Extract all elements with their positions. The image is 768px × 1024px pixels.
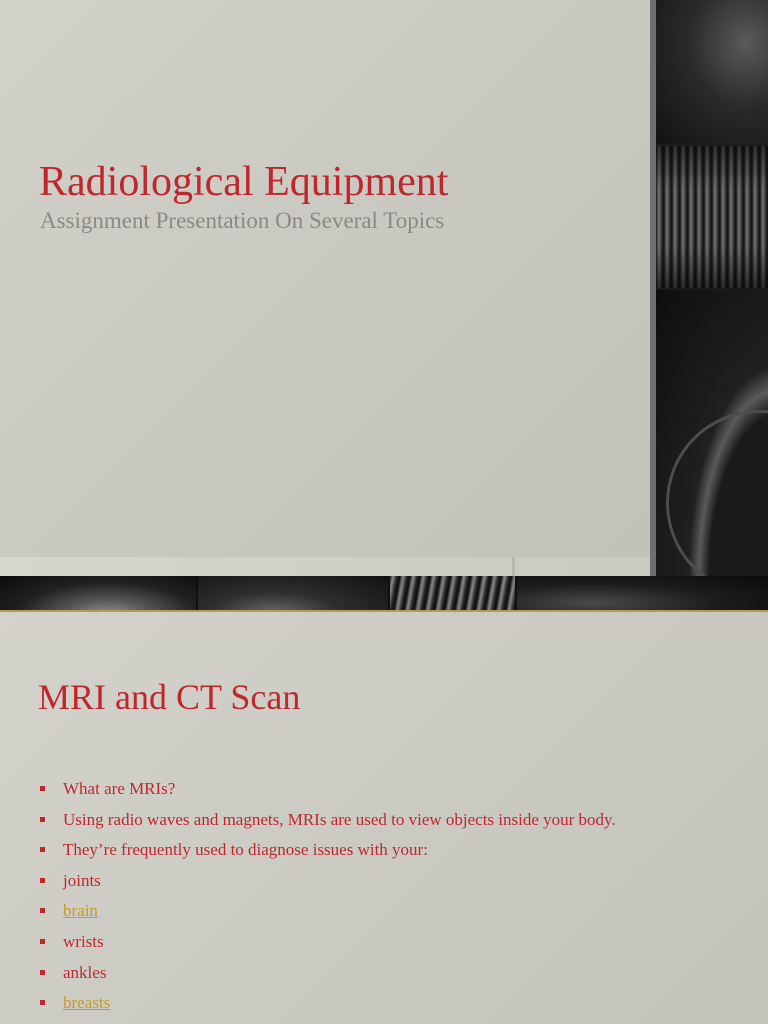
decorative-photo-wheel [656,290,768,576]
bullet-square-icon [40,786,45,791]
bullet-text: wrists [63,931,104,951]
slide1-background [0,0,650,557]
decorative-photo-curve [517,576,768,610]
bullet-item [0,866,616,897]
bullet-item [0,774,616,805]
slide1-bottom-strip [0,557,650,576]
decorative-photo-top [656,0,768,144]
bullet-square-icon [40,970,45,975]
bullet-square-icon [40,878,45,883]
bullet-square-icon [40,817,45,822]
bullet-item [0,896,616,927]
bullet-link[interactable]: brain [63,901,98,921]
strip-divider [512,557,515,576]
bullet-list [0,774,616,1019]
bullet-text: joints [63,870,101,890]
slide-mri-ct [0,612,768,1024]
slide-heading: MRI and CT Scan [38,677,301,717]
decorative-photo-rim [0,576,196,610]
bullet-item [0,927,616,958]
bullet-square-icon [40,847,45,852]
bullet-text: Using radio waves and magnets, MRIs are used to view objects inside your body. [63,809,616,829]
bullet-text: What are MRIs? [63,779,176,798]
decorative-photo-band [0,576,768,610]
bullet-text: They’re frequently used to diagnose issues with your: [63,840,428,860]
bullet-square-icon [40,908,45,913]
bullet-link[interactable]: breasts [63,993,111,1013]
decorative-photo-stripes [390,576,515,610]
presentation-subtitle: Assignment Presentation On Several Topics [40,208,445,233]
bullet-text: ankles [63,962,107,982]
decorative-photo-column [650,0,768,576]
decorative-photo-dark [198,576,388,610]
presentation-title: Radiological Equipment [39,159,449,205]
bullet-square-icon [40,1000,45,1005]
bullet-item [0,835,616,866]
decorative-photo-ribbed [656,146,768,288]
bullet-item [0,958,616,989]
bullet-item [0,988,616,1019]
bullet-square-icon [40,939,45,944]
bullet-item [0,805,616,836]
